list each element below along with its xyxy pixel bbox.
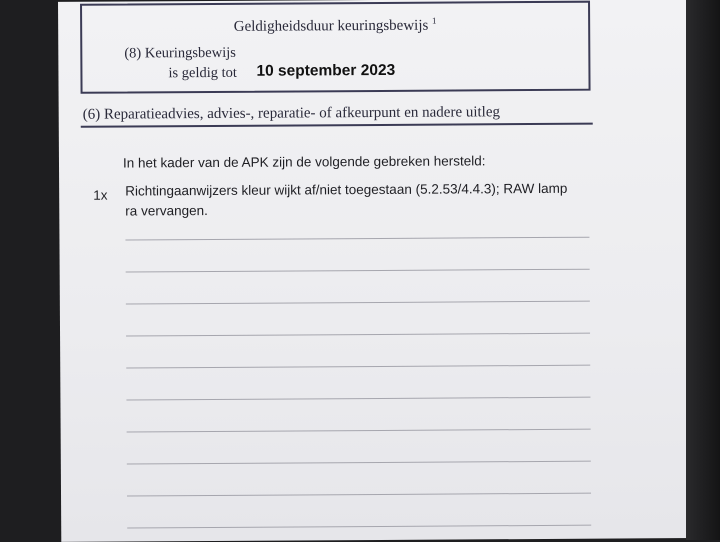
footnote-marker: 1	[432, 15, 437, 26]
blank-line	[127, 461, 591, 465]
item-text-line-2: ra vervangen.	[125, 203, 208, 219]
repair-intro: In het kader van de APK zijn de volgende gebreken hersteld:	[122, 153, 486, 171]
section-divider	[81, 123, 593, 128]
blank-line	[127, 429, 591, 433]
repair-section-title: (6) Reparatieadvies, advies-, reparatie- of afkeurpunt en nadere uitleg	[82, 104, 501, 123]
blank-line	[127, 493, 591, 497]
inspection-document	[58, 0, 693, 542]
item-quantity: 1x	[93, 187, 108, 203]
certificate-label: (8) Keuringsbewijs	[124, 44, 236, 62]
blank-line	[127, 525, 591, 529]
blank-line	[125, 237, 589, 241]
item-text-line-1: Richtingaanwijzers kleur wijkt af/niet toegestaan (5.2.53/4.4.3); RAW lamp	[125, 180, 568, 199]
valid-until-label: is geldig tot	[168, 64, 237, 82]
background-edge	[686, 0, 720, 540]
valid-until-date: 10 september 2023	[256, 61, 396, 80]
validity-box	[80, 1, 591, 94]
blank-line	[126, 301, 590, 305]
validity-title	[82, 15, 588, 37]
blank-line	[126, 397, 590, 401]
blank-line	[126, 365, 590, 369]
blank-line	[126, 269, 590, 273]
validity-title-text: Geldigheidsduur keuringsbewijs	[233, 17, 429, 35]
blank-line	[126, 333, 590, 337]
